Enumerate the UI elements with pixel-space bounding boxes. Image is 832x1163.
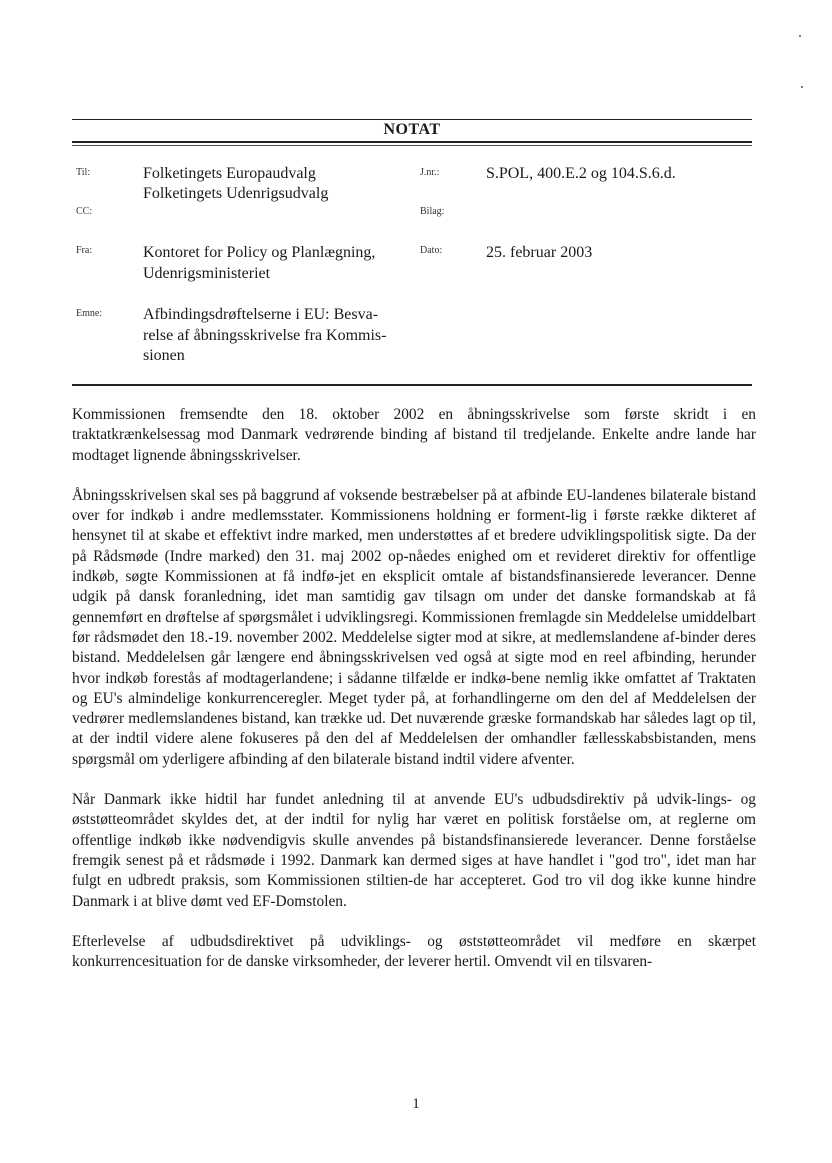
til-line-1: Folketingets Europaudvalg	[143, 165, 316, 182]
scan-speck	[801, 86, 803, 88]
jnr-value: S.POL, 400.E.2 og 104.S.6.d.	[486, 165, 676, 182]
scan-speck	[799, 35, 801, 37]
dato-value: 25. februar 2003	[486, 244, 593, 261]
til-line-2: Folketingets Udenrigsudvalg	[143, 185, 329, 202]
emne-line-2: relse af åbningsskrivelse fra Kommis-	[143, 327, 387, 344]
emne-line-3: sionen	[143, 347, 185, 364]
cc-label: CC:	[76, 206, 93, 217]
header-separator-rule	[72, 384, 752, 386]
title-rule-top	[72, 119, 752, 120]
document-title: NOTAT	[383, 121, 441, 138]
page-number: 1	[412, 1096, 420, 1112]
dato-label: Dato:	[420, 245, 443, 256]
paragraph: Når Danmark ikke hidtil har fundet anledning til at anvende EU's udbudsdirektiv på udvik-lings- og øststøtteområdet skyldes det, at der indtil for nylig har været en politisk forståelse om, at reglerne om offentlige indkøb ikke nødvendigvis skulle anvendes på bistandsfinansierede leverancer. Denne forståelse fremgik senest på et rådsmøde i 1992. Danmark kan dermed siges at have handlet i "god tro", idet man har fulgt en udbredt praksis, som Kommissionen stiltien-de har accepteret. God tro vil dog ikke kunne hindre Danmark i at blive dømt ved EF-Domstolen.	[72, 791, 756, 910]
paragraph: Efterlevelse af udbudsdirektivet på udviklings- og øststøtteområdet vil medføre en skærpet konkurrencesituation for de danske virksomheder, der leverer hertil. Omvendt vil en tilsvaren-	[72, 932, 756, 971]
fra-label: Fra:	[76, 245, 93, 256]
fra-line-2: Udenrigsministeriet	[143, 265, 271, 282]
paragraph: Åbningsskrivelsen skal ses på baggrund af voksende bestræbelser på at afbinde EU-landenes bilaterale bistand over for indkøb i andre medlemsstater. Kommissionens holdning er forment-lig i første række dikteret af hensynet til at skabe et effektivt indre marked, men understøttes af et bredere udviklingspolitisk sigte. Da der på Rådsmøde (Indre marked) den 31. maj 2002 op-nåedes enighed om et revideret direktiv for offentlige indkøb, søgte Kommissionen at få indfø-jet en eksplicit omtale af bistandsfinansierede leverancer. Denne udgik på dansk foranledning, idet man samtidig gav tilsagn om under det danske formandskab at få gennemført en drøftelse af spørgsmålet i udviklingsregi. Kommissionen fremlagde sin Meddelelse umiddelbart før rådsmødet den 18.-19. november 2002. Meddelelse sigter mod at sikre, at medlemslandene af-binder deres bistand. Meddelelsen går længere end åbningsskrivelsen ved også at sigte mod en reel afbinding, herunder hvor indkøb forestås af modtagerlandene; i sådanne tilfælde er indkø-bene nemlig ikke omfattet af Traktaten og EU's almindelige konkurrenceregler. Meget tyder på, at forhandlingerne om den del af Meddelelsen der vedrører medlemslandenes bistand, kan trække ud. Det nuværende græske formandskab har således lagt op til, at der indtil videre alene fokuseres på den del af Meddelelsen der omhandler fællesskabsbistanden, mens spørgsmål om yderligere afbinding af den bilaterale bistand indtil videre afventer.	[72, 486, 756, 768]
emne-label: Emne:	[76, 308, 103, 319]
til-label: Til:	[76, 167, 91, 178]
body-text	[72, 405, 756, 992]
title-rule-bottom-thin	[72, 145, 752, 146]
jnr-label: J.nr.:	[420, 167, 440, 178]
title-rule-bottom	[72, 141, 752, 143]
fra-line-1: Kontoret for Policy og Planlægning,	[143, 244, 376, 261]
bilag-label: Bilag:	[420, 206, 445, 217]
emne-line-1: Afbindingsdrøftelserne i EU: Besva-	[143, 306, 379, 323]
paragraph: Kommissionen fremsendte den 18. oktober 2002 en åbningsskrivelse som første skridt i en traktatkrænkelsessag mod Danmark vedrørende binding af bistand til tredjelande. Enkelte andre lande har modtaget lignende åbningsskrivelser.	[72, 406, 756, 464]
